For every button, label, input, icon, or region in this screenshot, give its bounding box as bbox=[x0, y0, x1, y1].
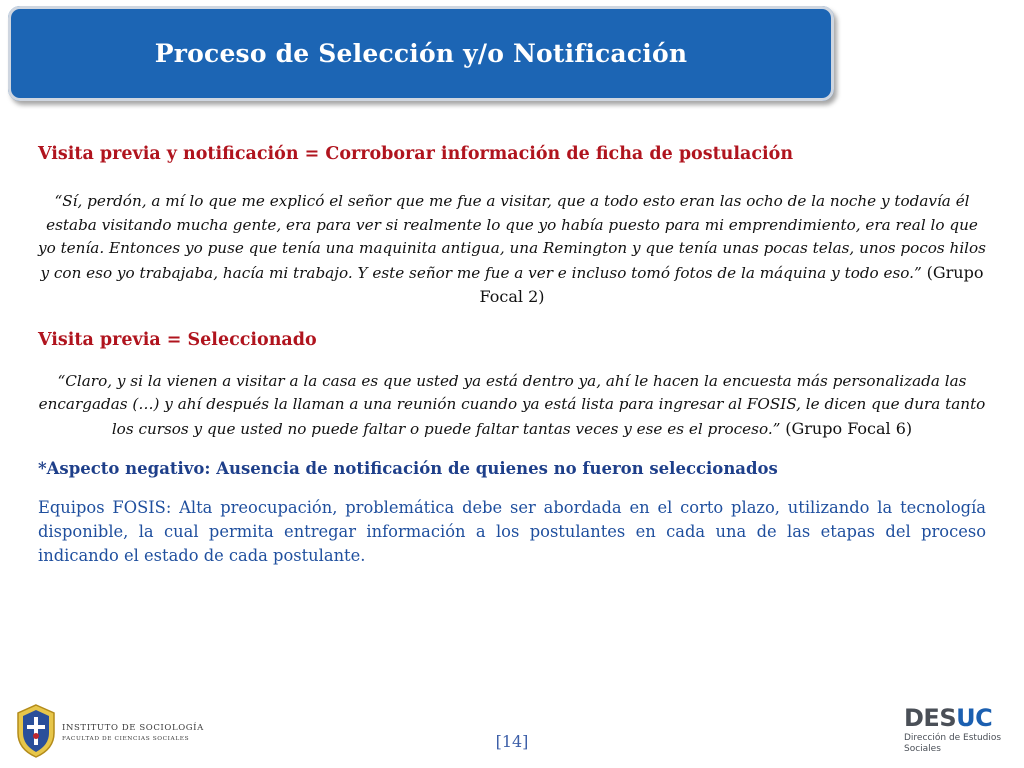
quote-source: (Grupo Focal 2) bbox=[479, 262, 984, 306]
quote-grupo-focal-6 bbox=[38, 370, 986, 442]
institute-subtitle: FACULTAD DE CIENCIAS SOCIALES bbox=[62, 736, 190, 742]
desuc-main: DES bbox=[904, 704, 957, 732]
section-heading-seleccionado: Visita previa = Seleccionado bbox=[38, 329, 317, 350]
desuc-line-1: Dirección de Estudios bbox=[904, 733, 1002, 743]
desuc-logo bbox=[904, 706, 1014, 761]
desuc-wordmark bbox=[904, 706, 1014, 730]
desuc-line-2: Sociales bbox=[904, 744, 941, 754]
quote-text: “Claro, y si la vienen a visitar a la casa es que usted ya está dentro ya, ahí le hacen la encuesta más personalizada las encargadas (…) y ahí después la llaman a una reunión cuando ya está lista para ingresar al FOSIS, le dicen que dura tanto los cursos y que usted no puede faltar o puede faltar tantas veces y ese es el proceso.” bbox=[38, 371, 986, 438]
title-banner bbox=[8, 6, 834, 101]
quote-text: “Sí, perdón, a mí lo que me explicó el señor que me fue a visitar, que a todo esto eran las ocho de la noche y todavía él estaba visitando mucha gente, era para ver si realmente lo que yo había puesto para mi emprendimiento, era real lo que yo tenía. Entonces yo puse que tenía una maquinita antigua, una Remington y que tenía unas pocas telas, unos pocos hilos y con eso yo trabajaba, hacía mi trabajo. Y este señor me fue a ver e incluso tomó fotos de la máquina y todo eso.” bbox=[38, 192, 986, 282]
desuc-accent: UC bbox=[956, 704, 993, 732]
section-heading-visita-notificacion: Visita previa y notificación = Corroborar información de ficha de postulación bbox=[38, 144, 794, 164]
section-heading-aspecto-negativo: *Aspecto negativo: Ausencia de notificación de quienes no fueron seleccionados bbox=[38, 459, 778, 478]
quote-grupo-focal-2 bbox=[38, 190, 986, 310]
institute-title: INSTITUTO DE SOCIOLOGÍA bbox=[62, 723, 204, 733]
slide-title: Proceso de Selección y/o Notificación bbox=[154, 39, 688, 68]
quote-source: (Grupo Focal 6) bbox=[785, 418, 913, 438]
fosis-paragraph: Equipos FOSIS: Alta preocupación, problemática debe ser abordada en el corto plazo, utilizando la tecnología disponible, la cual permita entregar información a los postulantes en cada una de las etapas del proceso indicando el estado de cada postulante. bbox=[38, 498, 986, 565]
slide-content bbox=[38, 144, 986, 568]
page-number: [14] bbox=[495, 732, 529, 751]
